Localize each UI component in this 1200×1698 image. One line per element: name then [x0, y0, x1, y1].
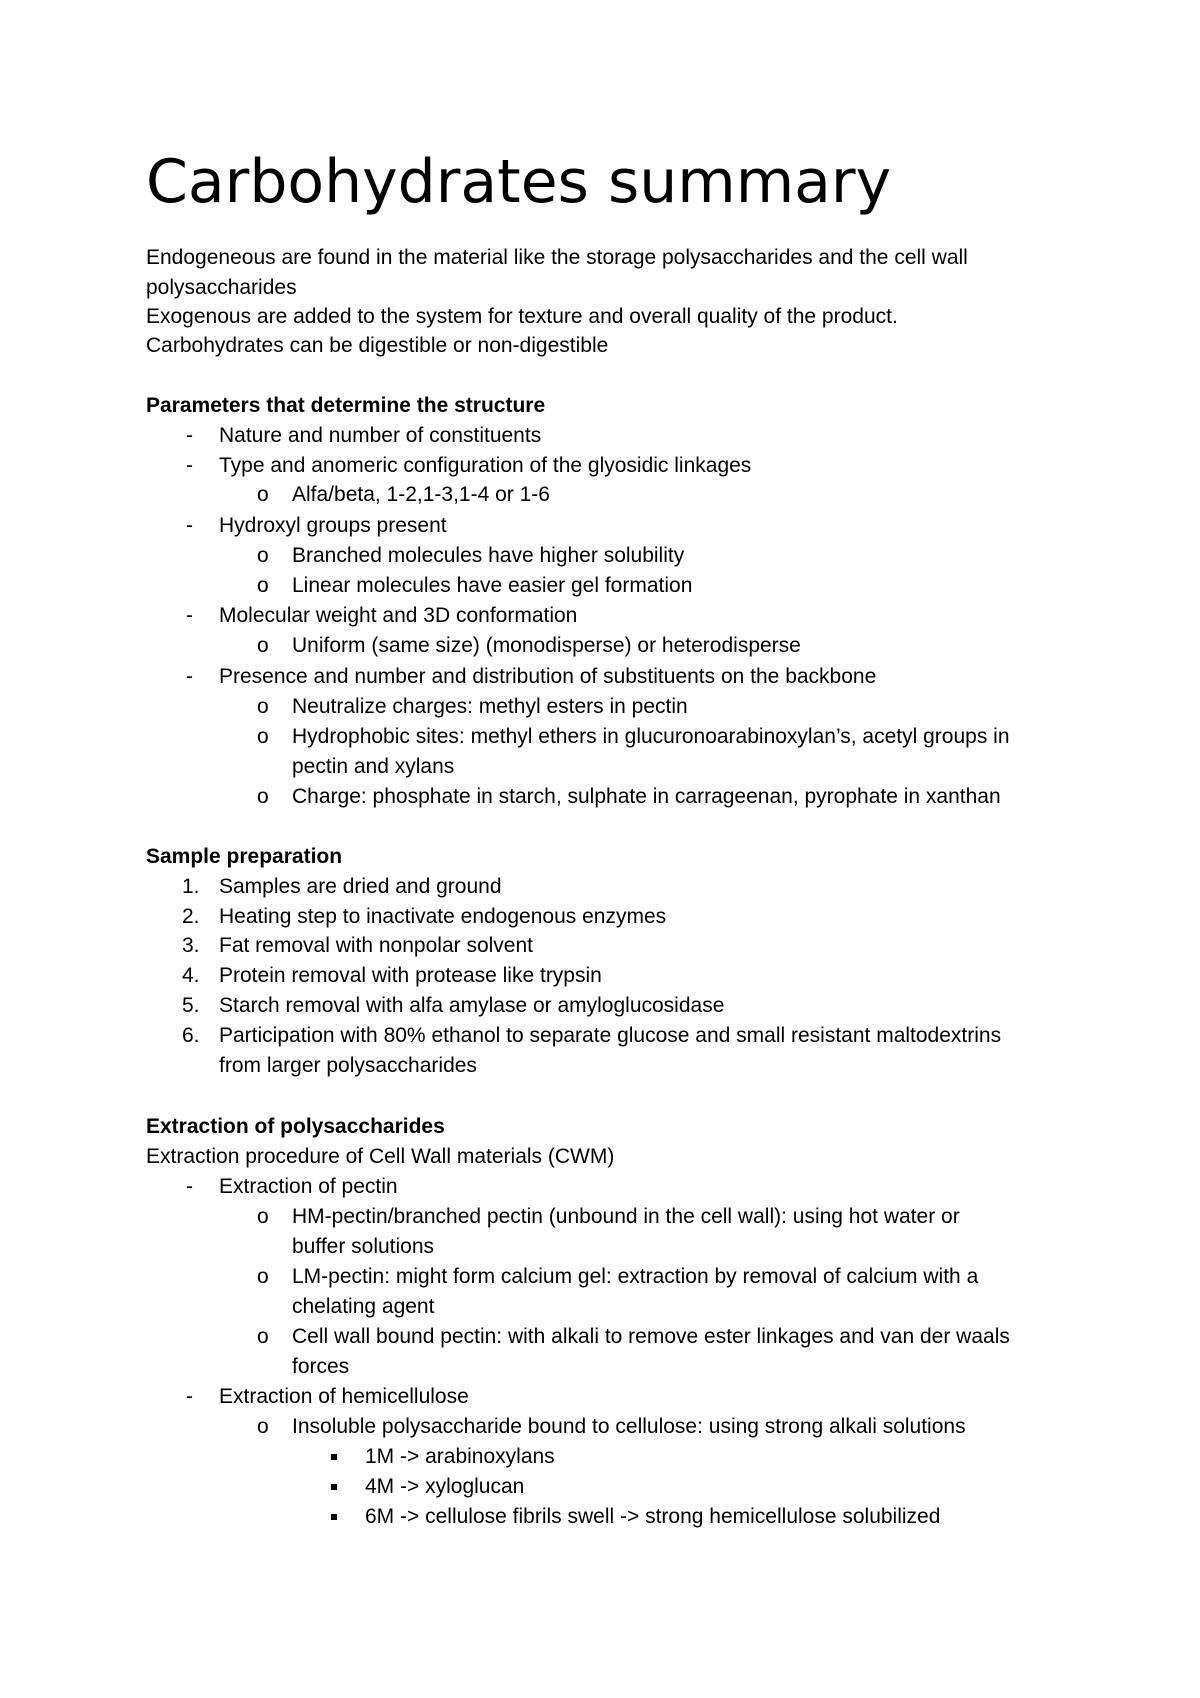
list-item: HM-pectin/branched pectin (unbound in the cell wall): using hot water or	[292, 1205, 960, 1228]
square-bullet-icon	[331, 1454, 337, 1460]
list-number: 2.	[182, 905, 200, 928]
section-heading-parameters: Parameters that determine the structure	[146, 394, 546, 417]
circle-bullet: o	[257, 1265, 269, 1288]
list-item: pectin and xylans	[292, 755, 455, 778]
circle-bullet: o	[257, 634, 269, 657]
list-number: 1.	[182, 875, 200, 898]
list-item: Linear molecules have easier gel formation	[292, 574, 693, 597]
intro-line: Carbohydrates can be digestible or non-digestible	[146, 334, 609, 357]
intro-line: Endogeneous are found in the material like the storage polysaccharides and the cell wall	[146, 246, 968, 269]
list-item: Starch removal with alfa amylase or amyloglucosidase	[219, 994, 725, 1017]
dash-bullet: -	[186, 604, 193, 627]
list-number: 4.	[182, 964, 200, 987]
list-item: Extraction of pectin	[219, 1175, 398, 1198]
circle-bullet: o	[257, 483, 269, 506]
list-item: LM-pectin: might form calcium gel: extraction by removal of calcium with a	[292, 1265, 979, 1288]
circle-bullet: o	[257, 695, 269, 718]
circle-bullet: o	[257, 725, 269, 748]
list-item: Participation with 80% ethanol to separate glucose and small resistant maltodextrins	[219, 1024, 1002, 1047]
list-item: Insoluble polysaccharide bound to cellulose: using strong alkali solutions	[292, 1415, 966, 1438]
list-item: Molecular weight and 3D conformation	[219, 604, 578, 627]
list-item: Hydrophobic sites: methyl ethers in glucuronoarabinoxylan’s, acetyl groups in	[292, 725, 1010, 748]
list-item: Hydroxyl groups present	[219, 514, 447, 537]
list-item: forces	[292, 1355, 350, 1378]
list-item: 6M -> cellulose fibrils swell -> strong hemicellulose solubilized	[365, 1505, 941, 1528]
square-bullet-icon	[331, 1514, 337, 1520]
dash-bullet: -	[186, 454, 193, 477]
list-item: chelating agent	[292, 1295, 435, 1318]
page-title: Carbohydrates summary	[146, 147, 892, 217]
dash-bullet: -	[186, 665, 193, 688]
circle-bullet: o	[257, 1415, 269, 1438]
list-item: 1M -> arabinoxylans	[365, 1445, 555, 1468]
list-item: Cell wall bound pectin: with alkali to remove ester linkages and van der waals	[292, 1325, 1010, 1348]
intro-line: Exogenous are added to the system for texture and overall quality of the product.	[146, 305, 898, 328]
list-item: Alfa/beta, 1-2,1-3,1-4 or 1-6	[292, 483, 550, 506]
section-heading-extraction: Extraction of polysaccharides	[146, 1115, 445, 1138]
list-item: Extraction of hemicellulose	[219, 1385, 469, 1408]
list-item: Heating step to inactivate endogenous enzymes	[219, 905, 667, 928]
circle-bullet: o	[257, 574, 269, 597]
list-item: 4M -> xyloglucan	[365, 1475, 525, 1498]
list-number: 3.	[182, 934, 200, 957]
list-number: 5.	[182, 994, 200, 1017]
list-item: Neutralize charges: methyl esters in pectin	[292, 695, 688, 718]
list-item: buffer solutions	[292, 1235, 435, 1258]
list-item: Fat removal with nonpolar solvent	[219, 934, 533, 957]
list-item: from larger polysaccharides	[219, 1054, 477, 1077]
circle-bullet: o	[257, 785, 269, 808]
circle-bullet: o	[257, 544, 269, 567]
list-item: Charge: phosphate in starch, sulphate in carrageenan, pyrophate in xanthan	[292, 785, 1001, 808]
dash-bullet: -	[186, 514, 193, 537]
circle-bullet: o	[257, 1325, 269, 1348]
dash-bullet: -	[186, 1385, 193, 1408]
section-subheading: Extraction procedure of Cell Wall materials (CWM)	[146, 1145, 615, 1168]
list-item: Samples are dried and ground	[219, 875, 502, 898]
intro-line: polysaccharides	[146, 276, 297, 299]
circle-bullet: o	[257, 1205, 269, 1228]
list-number: 6.	[182, 1024, 200, 1047]
dash-bullet: -	[186, 424, 193, 447]
dash-bullet: -	[186, 1175, 193, 1198]
square-bullet-icon	[331, 1484, 337, 1490]
list-item: Uniform (same size) (monodisperse) or heterodisperse	[292, 634, 801, 657]
list-item: Protein removal with protease like trypsin	[219, 964, 602, 987]
list-item: Nature and number of constituents	[219, 424, 542, 447]
section-heading-sample-preparation: Sample preparation	[146, 845, 343, 868]
list-item: Presence and number and distribution of substituents on the backbone	[219, 665, 877, 688]
list-item: Branched molecules have higher solubility	[292, 544, 685, 567]
list-item: Type and anomeric configuration of the glyosidic linkages	[219, 454, 752, 477]
